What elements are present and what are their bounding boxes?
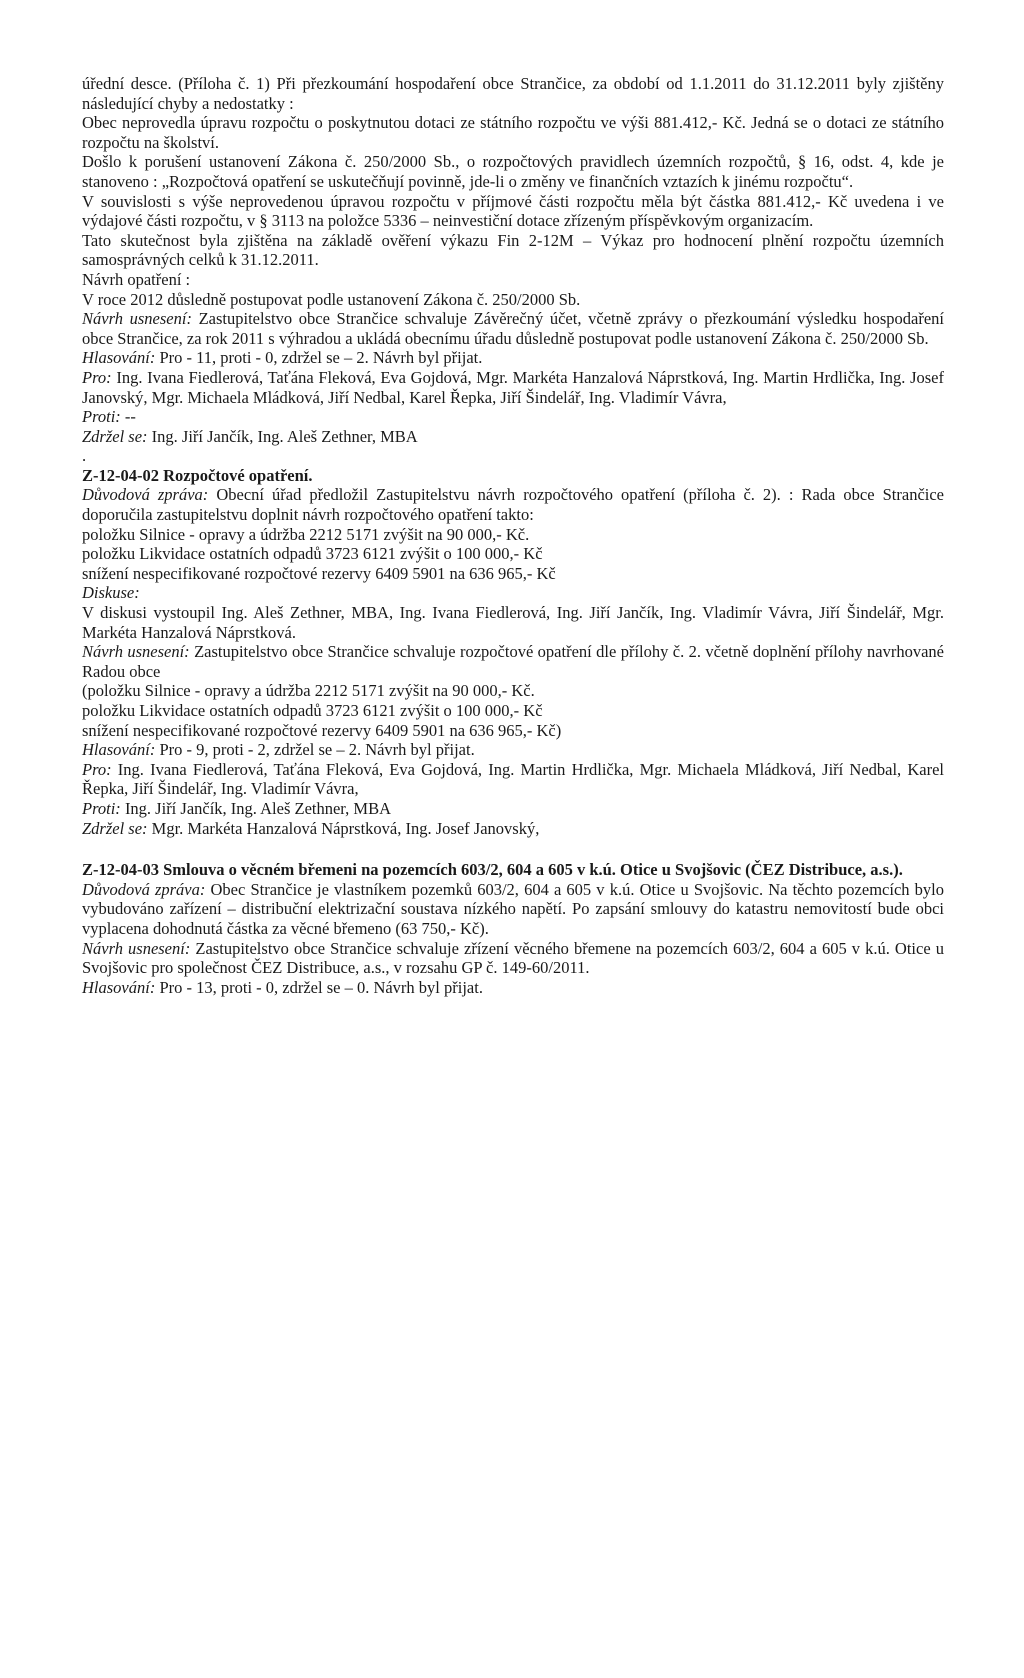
document-page (82, 74, 944, 997)
measure-text: V roce 2012 důsledně postupovat podle ustanovení Zákona č. 250/2000 Sb. (82, 289, 581, 309)
votes-abstain (82, 819, 944, 839)
discussion-text: V diskusi vystoupil Ing. Aleš Zethner, MBA, Ing. Ivana Fiedlerová, Ing. Jiří Jančík, Ing. Vladimír Vávra, Jiří Šindelář, Mgr. Markéta Hanzalová Náprstková. (82, 603, 944, 642)
label-zdrzel: Zdržel se: (82, 818, 148, 838)
text-navrh: Zastupitelstvo obce Strančice schvaluje zřízení věcného břemene na pozemcích 603/2, 604 a 605 v k.ú. Otice u Svojšovic pro společnost ČEZ Distribuce, a.s., v rozsahu GP č. 149-60/2011. (82, 938, 944, 978)
vote-result (82, 978, 944, 998)
label-duvod: Důvodová zpráva: (82, 485, 209, 505)
explanatory-report (82, 880, 944, 939)
label-pro: Pro: (82, 367, 112, 387)
violation-paragraph: Došlo k porušení ustanovení Zákona č. 250/2000 Sb., o rozpočtových pravidlech územních rozpočtů, § 16, odst. 4, kde je stanoveno : „Rozpočtová opatření se uskutečňují povinně, jde-li o změny ve finančních vztazích k jinému rozpočtu“. (82, 152, 944, 191)
verification-paragraph: Tato skutečnost byla zjištěna na základě ověření výkazu Fin 2-12M – Výkaz pro hodnocení plnění rozpočtu územních samosprávných celků k 31.12.2011. (82, 230, 944, 270)
budget-line: (položku Silnice - opravy a údržba 2212 5171 zvýšit na 90 000,- Kč. (82, 681, 535, 701)
label-hlasovani: Hlasování: (82, 740, 156, 760)
vote-result (82, 348, 944, 368)
resolution-proposal (82, 939, 944, 978)
budget-line: snížení nespecifikované rozpočtové rezervy 6409 5901 na 636 965,- Kč) (82, 720, 562, 740)
text-zdrzel: Mgr. Markéta Hanzalová Náprstková, Ing. Josef Janovský, (147, 818, 540, 838)
discussion-label: Diskuse: (82, 583, 140, 603)
explanatory-report (82, 485, 944, 524)
stray-dot: . (82, 446, 87, 466)
text-duvod: Obec Strančice je vlastníkem pozemků 603/2, 604 a 605 v k.ú. Otice u Svojšovic. Na těchto pozemcích bylo vybudováno zařízení – distribuční elektrizační soustava nízkého napětí. Po zapsání smlouvy do katastru nemovitostí bude obci vyplacena dohodnutá částka za věcné břemeno (63 750,- Kč). (82, 879, 944, 938)
resolution-proposal (82, 642, 944, 681)
votes-against (82, 799, 944, 819)
votes-abstain (82, 427, 944, 447)
label-proti: Proti: (82, 798, 121, 818)
label-hlasovani: Hlasování: (82, 348, 156, 368)
text-pro: Ing. Ivana Fiedlerová, Taťána Fleková, Eva Gojdová, Mgr. Markéta Hanzalová Náprstková, Ing. Martin Hrdlička, Ing. Josef Janovský, Mgr. Michaela Mládková, Jiří Nedbal, Karel Řepka, Jiří Šindelář, Ing. Vladimír Vávra, (82, 367, 944, 407)
label-navrh: Návrh usnesení: (82, 938, 191, 958)
budget-line: položku Silnice - opravy a údržba 2212 5171 zvýšit na 90 000,- Kč. (82, 524, 530, 544)
text-hlasovani: Pro - 9, proti - 2, zdržel se – 2. Návrh byl přijat. (155, 740, 475, 760)
finding-paragraph: Obec neprovedla úpravu rozpočtu o poskytnutou dotaci ze státního rozpočtu ve výši 881.412,- Kč. Jedná se o dotaci ze státního rozpočtu na školství. (82, 113, 944, 152)
label-duvod: Důvodová zpráva: (82, 879, 206, 899)
text-hlasovani: Pro - 13, proti - 0, zdržel se – 0. Návrh byl přijat. (155, 977, 483, 997)
text-zdrzel: Ing. Jiří Jančík, Ing. Aleš Zethner, MBA (147, 426, 418, 446)
text-duvod: Obecní úřad předložil Zastupitelstvu návrh rozpočtového opatření (příloha č. 2). : Rada obce Strančice doporučila zastupitelstvu doplnit návrh rozpočtového opatření takto: (82, 485, 945, 525)
section-heading-z-12-04-03: Z-12-04-03 Smlouva o věcném břemeni na pozemcích 603/2, 604 a 605 v k.ú. Otice u Svojšovic (ČEZ Distribuce, a.s.). (82, 860, 903, 880)
budget-line: položku Likvidace ostatních odpadů 3723 6121 zvýšit o 100 000,- Kč (82, 544, 543, 564)
context-paragraph: V souvislosti s výše neprovedenou úpravou rozpočtu v příjmové části rozpočtu měla být částka 881.412,- Kč uvedena i ve výdajové části rozpočtu, v § 3113 na položce 5336 – neinvestiční dotace zřízeným příspěvkovým organizacím. (82, 191, 944, 231)
text-hlasovani: Pro - 11, proti - 0, zdržel se – 2. Návrh byl přijat. (155, 348, 483, 368)
budget-line: snížení nespecifikované rozpočtové rezervy 6409 5901 na 636 965,- Kč (82, 563, 556, 583)
label-hlasovani: Hlasování: (82, 977, 156, 997)
text-proti: Ing. Jiří Jančík, Ing. Aleš Zethner, MBA (120, 798, 391, 818)
text-navrh: Zastupitelstvo obce Strančice schvaluje Závěrečný účet, včetně zprávy o přezkoumání výsledku hospodaření obce Strančice, za rok 2011 s výhradou a ukládá obecnímu úřadu důsledně postupovat podle ustanovení Zákona č. 250/2000 Sb. (82, 309, 944, 348)
votes-against: Proti: -- (82, 407, 136, 427)
section-heading-z-12-04-02: Z-12-04-02 Rozpočtové opatření. (82, 465, 313, 485)
budget-line: položku Likvidace ostatních odpadů 3723 6121 zvýšit o 100 000,- Kč (82, 701, 543, 720)
section-spacer (82, 838, 944, 860)
text-navrh: Zastupitelstvo obce Strančice schvaluje rozpočtové opatření dle přílohy č. 2. včetně doplnění přílohy navrhované Radou obce (82, 642, 944, 681)
votes-for (82, 760, 944, 799)
label-navrh: Návrh usnesení: (82, 642, 190, 662)
intro-paragraph: úřední desce. (Příloha č. 1) Při přezkoumání hospodaření obce Strančice, za období od 1.1.2011 do 31.12.2011 byly zjištěny následující chyby a nedostatky : (82, 74, 944, 113)
vote-result (82, 740, 944, 760)
votes-for (82, 368, 944, 407)
label-navrh: Návrh usnesení: (82, 309, 192, 329)
label-zdrzel: Zdržel se: (82, 426, 148, 446)
measure-heading: Návrh opatření : (82, 269, 191, 289)
resolution-proposal (82, 309, 944, 348)
label-pro: Pro: (82, 759, 112, 779)
text-pro: Ing. Ivana Fiedlerová, Taťána Fleková, Eva Gojdová, Ing. Martin Hrdlička, Mgr. Michaela Mládková, Jiří Nedbal, Karel Řepka, Jiří Šindelář, Ing. Vladimír Vávra, (82, 759, 944, 799)
